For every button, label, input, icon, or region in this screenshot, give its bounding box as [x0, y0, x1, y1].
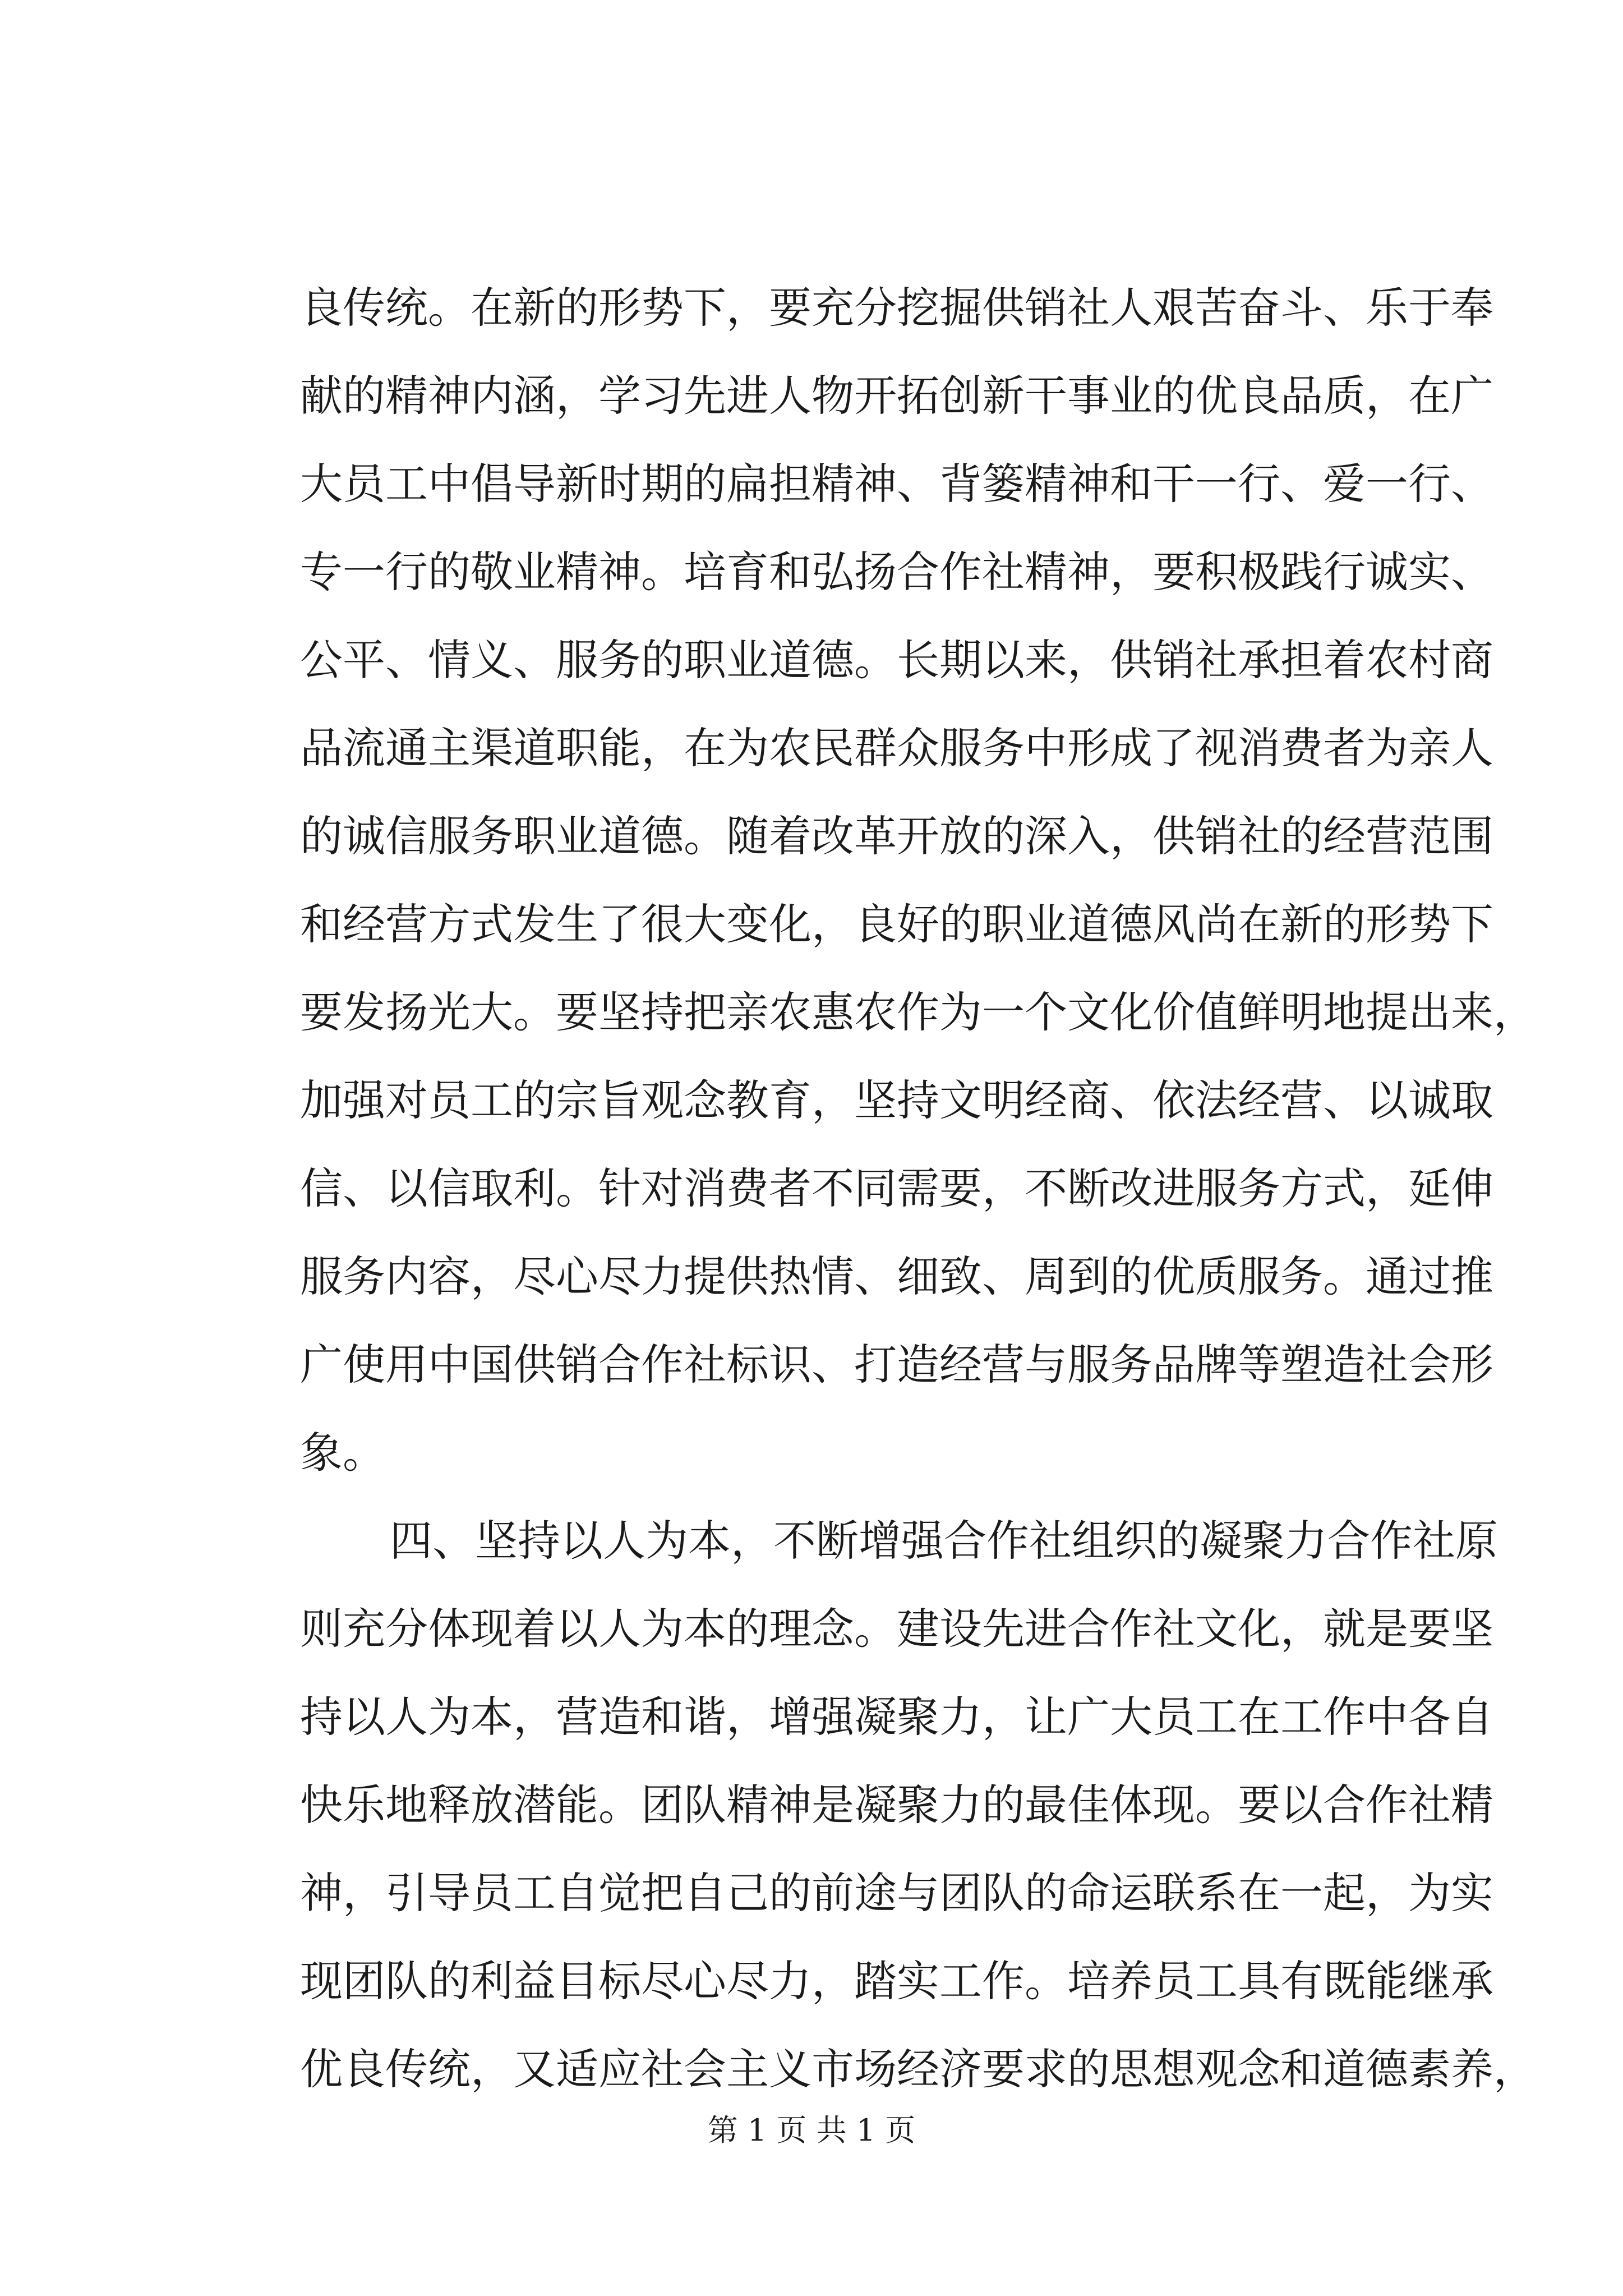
text-line: 品流通主渠道职能，在为农民群众服务中形成了视消费者为亲人 [300, 723, 1493, 773]
text-line: 献的精神内涵，学习先进人物开拓创新干事业的优良品质，在广 [300, 371, 1493, 421]
text-line: 广使用中国供销合作社标识、打造经营与服务品牌等塑造社会形 [300, 1340, 1493, 1389]
text-line: 加强对员工的宗旨观念教育，坚持文明经商、依法经营、以诚取 [300, 1075, 1493, 1125]
text-line: 和经营方式发生了很大变化，良好的职业道德风尚在新的形势下 [300, 899, 1493, 949]
page-number-footer: 第 1 页 共 1 页 [707, 2113, 916, 2148]
text-line: 专一行的敬业精神。培育和弘扬合作社精神，要积极践行诚实、 [300, 547, 1493, 597]
text-line: 快乐地释放潜能。团队精神是凝聚力的最佳体现。要以合作社精 [300, 1780, 1493, 1830]
text-line: 四、坚持以人为本，不断增强合作社组织的凝聚力合作社原 [390, 1516, 1498, 1566]
text-line: 则充分体现着以人为本的理念。建设先进合作社文化，就是要坚 [300, 1604, 1493, 1654]
text-line: 神，引导员工自觉把自己的前途与团队的命运联系在一起，为实 [300, 1868, 1493, 1918]
text-line: 信、以信取利。针对消费者不同需要，不断改进服务方式，延伸 [300, 1163, 1493, 1213]
text-line: 现团队的利益目标尽心尽力，踏实工作。培养员工具有既能继承 [300, 1956, 1493, 2006]
text-line: 公平、情义、服务的职业道德。长期以来，供销社承担着农村商 [300, 635, 1493, 685]
body-text [300, 264, 1536, 2113]
text-line: 要发扬光大。要坚持把亲农惠农作为一个文化价值鲜明地提出来， [300, 987, 1536, 1037]
text-line: 的诚信服务职业道德。随着改革开放的深入，供销社的经营范围 [300, 811, 1493, 861]
text-line: 持以人为本，营造和谐，增强凝聚力，让广大员工在工作中各自 [300, 1692, 1493, 1742]
text-line: 良传统。在新的形势下，要充分挖掘供销社人艰苦奋斗、乐于奉 [300, 283, 1493, 333]
text-line: 优良传统，又适应社会主义市场经济要求的思想观念和道德素养， [300, 2044, 1536, 2094]
text-line: 服务内容，尽心尽力提供热情、细致、周到的优质服务。通过推 [300, 1251, 1493, 1301]
text-line: 大员工中倡导新时期的扁担精神、背篓精神和干一行、爱一行、 [300, 459, 1493, 509]
text-line: 象。 [300, 1428, 385, 1478]
